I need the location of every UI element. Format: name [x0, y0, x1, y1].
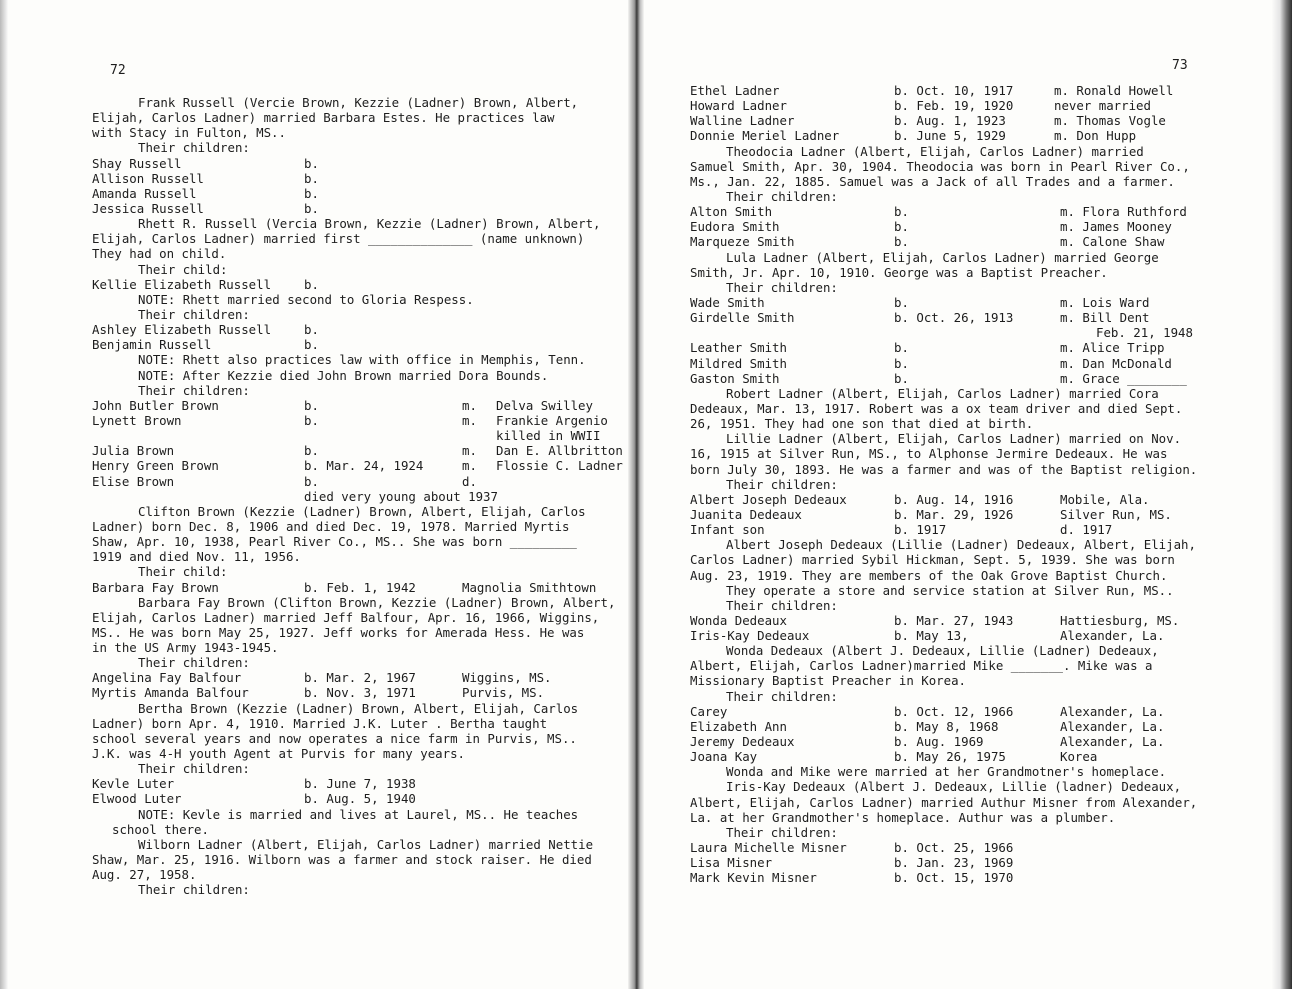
- text-line: [690, 431, 1250, 446]
- text-segment: La. at her Grandmother's homeplace. Authur was a plumber.: [690, 809, 1116, 825]
- text-segment: Alexander, La.: [1060, 718, 1165, 734]
- text-segment: m. Dan McDonald: [1060, 355, 1172, 371]
- text-segment: 1919 and died Nov. 11, 1956.: [92, 549, 301, 565]
- text-segment: Feb. 21, 1948: [1096, 325, 1193, 341]
- text-segment: b.: [304, 155, 319, 171]
- text-line: [690, 568, 1250, 583]
- text-segment: Their children:: [138, 140, 250, 156]
- text-segment: m. Thomas Vogle: [1054, 113, 1166, 129]
- text-segment: in the US Army 1943-1945.: [92, 640, 279, 656]
- text-line: [690, 386, 1250, 401]
- text-line: [690, 416, 1250, 431]
- text-segment: b. Mar. 24, 1924: [304, 458, 424, 474]
- text-line: [690, 522, 1250, 537]
- text-segment: Their children:: [138, 655, 250, 671]
- text-segment: m. Bill Dent: [1060, 310, 1150, 326]
- text-segment: Leather Smith: [690, 340, 787, 356]
- text-segment: Iris-Kay Dedeaux (Albert J. Dedeaux, Lillie (ladner) Dedeaux,: [726, 779, 1182, 795]
- text-line: [92, 807, 622, 822]
- text-line: [690, 628, 1250, 643]
- text-line: [690, 537, 1250, 552]
- text-line: [690, 219, 1250, 234]
- text-line: [92, 761, 622, 776]
- text-segment: Elijah, Carlos Ladner) married Barbara Estes. He practices law: [92, 110, 555, 126]
- text-line: [92, 246, 622, 261]
- text-segment: b. Mar. 27, 1943: [894, 612, 1014, 628]
- text-segment: Flossie C. Ladner: [496, 458, 623, 474]
- text-line: [92, 171, 622, 186]
- text-line: [92, 791, 622, 806]
- text-segment: Walline Ladner: [690, 113, 795, 129]
- text-line: [92, 776, 622, 791]
- text-line: [92, 716, 622, 731]
- text-line: [690, 749, 1250, 764]
- text-line: [92, 852, 622, 867]
- text-line: [690, 855, 1250, 870]
- text-segment: Alton Smith: [690, 204, 773, 220]
- text-segment: m.: [462, 443, 477, 459]
- text-segment: Henry Green Brown: [92, 458, 219, 474]
- text-segment: Their children:: [726, 188, 838, 204]
- text-segment: m. Ronald Howell: [1054, 83, 1174, 98]
- text-line: [92, 383, 622, 398]
- text-line: [92, 368, 622, 383]
- text-segment: J.K. was 4-H youth Agent at Purvis for many years.: [92, 746, 465, 762]
- text-segment: Silver Run, MS.: [1060, 506, 1172, 522]
- text-line: [690, 840, 1250, 855]
- text-line: [690, 477, 1250, 492]
- text-segment: Their children:: [138, 382, 250, 398]
- text-line: [690, 719, 1250, 734]
- text-line: [690, 325, 1250, 340]
- text-segment: Hattiesburg, MS.: [1060, 612, 1180, 628]
- text-segment: Julia Brown: [92, 443, 175, 459]
- text-segment: b. Jan. 23, 1969: [894, 855, 1014, 871]
- text-segment: NOTE: After Kezzie died John Brown married Dora Bounds.: [138, 367, 549, 383]
- text-line: [690, 401, 1250, 416]
- text-segment: Alexander, La.: [1060, 734, 1165, 750]
- text-segment: b.: [894, 234, 909, 250]
- text-line: [92, 186, 622, 201]
- text-line: [92, 352, 622, 367]
- text-segment: b. Feb. 1, 1942: [304, 579, 416, 595]
- text-line: [690, 810, 1250, 825]
- text-segment: Albert Joseph Dedeaux (Lillie (Ladner) Dedeaux, Albert, Elijah,: [726, 537, 1196, 553]
- text-line: [92, 625, 622, 640]
- text-segment: Frank Russell (Vercie Brown, Kezzie (Ladner) Brown, Albert,: [138, 95, 579, 110]
- text-segment: Marqueze Smith: [690, 234, 795, 250]
- text-line: [690, 234, 1250, 249]
- text-line: [690, 446, 1250, 461]
- text-segment: died very young about 1937: [304, 488, 498, 504]
- text-segment: m.: [462, 412, 477, 428]
- text-segment: b. 1917: [894, 522, 947, 538]
- text-segment: Frankie Argenio: [496, 412, 608, 428]
- text-line: [92, 655, 622, 670]
- text-segment: Wonda Dedeaux: [690, 612, 787, 628]
- text-segment: Their children:: [726, 476, 838, 492]
- text-segment: m. Grace ________: [1060, 370, 1187, 386]
- text-line: [92, 458, 622, 473]
- text-line: [92, 489, 622, 504]
- text-line: [690, 144, 1250, 159]
- text-segment: Benjamin Russell: [92, 337, 212, 353]
- text-line: [92, 610, 622, 625]
- text-segment: school there.: [112, 821, 209, 837]
- text-line: [690, 340, 1250, 355]
- text-line: [92, 474, 622, 489]
- text-segment: Wiggins, MS.: [462, 670, 552, 686]
- text-segment: Jeremy Dedeaux: [690, 734, 795, 750]
- left-page-edge: [0, 0, 8, 989]
- text-segment: b. May 26, 1975: [894, 749, 1006, 765]
- text-line: [92, 670, 622, 685]
- text-segment: They operate a store and service station at Silver Run, MS..: [726, 582, 1174, 598]
- text-segment: b. Feb. 19, 1920: [894, 98, 1014, 114]
- text-line: [690, 462, 1250, 477]
- text-segment: b. Oct. 25, 1966: [894, 840, 1014, 856]
- text-segment: b.: [304, 185, 319, 201]
- text-segment: b.: [304, 337, 319, 353]
- text-segment: Mobile, Ala.: [1060, 491, 1150, 507]
- text-line: [690, 189, 1250, 204]
- text-segment: Barbara Fay Brown (Clifton Brown, Kezzie (Ladner) Brown, Albert,: [138, 594, 616, 610]
- text-segment: Lisa Misner: [690, 855, 773, 871]
- book-gutter: [628, 0, 644, 989]
- text-line: [690, 492, 1250, 507]
- text-segment: b.: [304, 200, 319, 216]
- text-line: [690, 825, 1250, 840]
- text-segment: Joana Kay: [690, 749, 758, 765]
- text-line: [92, 156, 622, 171]
- text-segment: Delva Swilley: [496, 397, 593, 413]
- text-segment: b.: [304, 443, 319, 459]
- text-segment: b. Oct. 15, 1970: [894, 870, 1014, 886]
- text-segment: Wilborn Ladner (Albert, Elijah, Carlos Ladner) married Nettie: [138, 836, 594, 852]
- text-line: [690, 250, 1250, 265]
- text-segment: Their children:: [726, 688, 838, 704]
- text-line: [690, 598, 1250, 613]
- text-line: [690, 734, 1250, 749]
- text-segment: born July 30, 1893. He was a farmer and was of the Baptist religion.: [690, 461, 1198, 477]
- text-line: [92, 277, 622, 292]
- text-line: [690, 552, 1250, 567]
- right-page: [644, 0, 1272, 989]
- text-segment: b.: [894, 294, 909, 310]
- text-segment: m. James Mooney: [1060, 219, 1172, 235]
- text-segment: m. Alice Tripp: [1060, 340, 1165, 356]
- text-segment: Kellie Elizabeth Russell: [92, 276, 272, 292]
- text-segment: b. Nov. 3, 1971: [304, 685, 416, 701]
- text-line: [690, 113, 1250, 128]
- text-line: [690, 795, 1250, 810]
- text-segment: Smith, Jr. Apr. 10, 1910. George was a Baptist Preacher.: [690, 264, 1108, 280]
- text-segment: m. Calone Shaw: [1060, 234, 1165, 250]
- text-segment: b. June 7, 1938: [304, 776, 416, 792]
- text-line: [92, 882, 622, 897]
- text-line: [690, 689, 1250, 704]
- text-line: [690, 507, 1250, 522]
- text-segment: Aug. 27, 1958.: [92, 867, 197, 883]
- text-segment: m. Flora Ruthford: [1060, 204, 1187, 220]
- text-segment: Elijah, Carlos Ladner) married first ______________ (name unknown): [92, 231, 585, 247]
- left-page-text: [92, 95, 622, 897]
- text-segment: Their children:: [138, 761, 250, 777]
- text-segment: Samuel Smith, Apr. 30, 1904. Theodocia was born in Pearl River Co.,: [690, 158, 1190, 174]
- text-segment: with Stacy in Fulton, MS..: [92, 125, 286, 141]
- text-segment: Elise Brown: [92, 473, 175, 489]
- text-segment: b. Aug. 5, 1940: [304, 791, 416, 807]
- text-segment: Myrtis Amanda Balfour: [92, 685, 249, 701]
- text-segment: never married: [1054, 98, 1151, 114]
- text-segment: b.: [304, 322, 319, 338]
- text-segment: b.: [304, 412, 319, 428]
- text-segment: Angelina Fay Balfour: [92, 670, 242, 686]
- text-segment: Wonda and Mike were married at her Grandmotner's homeplace.: [726, 764, 1167, 780]
- text-line: [92, 640, 622, 655]
- text-segment: Shaw, Apr. 10, 1938, Pearl River Co., MS.. She was born _________: [92, 534, 577, 550]
- text-segment: b.: [894, 355, 909, 371]
- text-segment: Shaw, Mar. 25, 1916. Wilborn was a farmer and stock raiser. He died: [92, 852, 592, 868]
- text-segment: 16, 1915 at Silver Run, MS., to Alphonse Jermire Dedeaux. He was: [690, 446, 1168, 462]
- text-segment: b. Oct. 12, 1966: [894, 703, 1014, 719]
- text-segment: Iris-Kay Dedeaux: [690, 628, 810, 644]
- text-line: [690, 310, 1250, 325]
- text-line: [92, 504, 622, 519]
- text-segment: Lula Ladner (Albert, Elijah, Carlos Ladner) married George: [726, 249, 1159, 265]
- text-line: [92, 307, 622, 322]
- text-segment: Elizabeth Ann: [690, 718, 787, 734]
- text-line: [690, 295, 1250, 310]
- text-line: [690, 583, 1250, 598]
- text-segment: Albert Joseph Dedeaux: [690, 491, 847, 507]
- text-segment: MS.. He was born May 25, 1927. Jeff works for Amerada Hess. He was: [92, 624, 585, 640]
- text-segment: b. Aug. 1969: [894, 734, 984, 750]
- text-line: [92, 337, 622, 352]
- text-line: [92, 216, 622, 231]
- text-segment: Their children:: [138, 882, 250, 898]
- text-segment: b.: [894, 219, 909, 235]
- text-line: [92, 837, 622, 852]
- text-segment: Dedeaux, Mar. 13, 1917. Robert was a ox team driver and died Sept.: [690, 400, 1183, 416]
- text-segment: Carey: [690, 703, 728, 719]
- text-segment: Clifton Brown (Kezzie (Ladner) Brown, Albert, Elijah, Carlos: [138, 503, 586, 519]
- text-segment: John Butler Brown: [92, 397, 219, 413]
- text-line: [690, 174, 1250, 189]
- text-segment: Wade Smith: [690, 294, 765, 310]
- text-segment: b. Mar. 29, 1926: [894, 506, 1014, 522]
- text-line: [92, 701, 622, 716]
- text-line: [690, 128, 1250, 143]
- text-segment: Lillie Ladner (Albert, Elijah, Carlos Ladner) married on Nov.: [726, 431, 1182, 447]
- text-line: [92, 822, 622, 837]
- text-segment: b. May 13,: [894, 628, 969, 644]
- text-segment: Theodocia Ladner (Albert, Elijah, Carlos Ladner) married: [726, 143, 1144, 159]
- text-line: [92, 746, 622, 761]
- text-segment: d. 1917: [1060, 522, 1113, 538]
- text-segment: b. Aug. 1, 1923: [894, 113, 1006, 129]
- text-line: [690, 356, 1250, 371]
- text-segment: Robert Ladner (Albert, Elijah, Carlos Ladner) married Cora: [726, 385, 1159, 401]
- text-segment: Elwood Luter: [92, 791, 182, 807]
- text-line: [92, 413, 622, 428]
- text-line: [92, 519, 622, 534]
- text-segment: Korea: [1060, 749, 1098, 765]
- text-segment: b. May 8, 1968: [894, 718, 999, 734]
- text-segment: Alexander, La.: [1060, 628, 1165, 644]
- text-segment: Wonda Dedeaux (Albert J. Dedeaux, Lillie (Ladner) Dedeaux,: [726, 643, 1159, 659]
- text-line: [92, 428, 622, 443]
- right-page-text: [690, 83, 1250, 885]
- text-segment: Eudora Smith: [690, 219, 780, 235]
- text-segment: b.: [894, 340, 909, 356]
- text-segment: b.: [894, 204, 909, 220]
- text-segment: b. June 5, 1929: [894, 128, 1006, 144]
- text-line: [92, 595, 622, 610]
- text-segment: Purvis, MS.: [462, 685, 545, 701]
- text-segment: m.: [462, 397, 477, 413]
- text-segment: Kevle Luter: [92, 776, 175, 792]
- text-line: [92, 564, 622, 579]
- text-segment: Mildred Smith: [690, 355, 787, 371]
- text-segment: m. Lois Ward: [1060, 294, 1150, 310]
- text-line: [92, 867, 622, 882]
- text-segment: Their children:: [726, 824, 838, 840]
- text-segment: Howard Ladner: [690, 98, 787, 114]
- text-line: [92, 125, 622, 140]
- text-segment: Ethel Ladner: [690, 83, 780, 98]
- text-segment: Bertha Brown (Kezzie (Ladner) Brown, Albert, Elijah, Carlos: [138, 700, 579, 716]
- text-segment: b. Mar. 2, 1967: [304, 670, 416, 686]
- text-line: [690, 265, 1250, 280]
- text-line: [690, 643, 1250, 658]
- text-segment: Juanita Dedeaux: [690, 506, 802, 522]
- text-segment: b.: [304, 170, 319, 186]
- text-line: [690, 371, 1250, 386]
- text-segment: b.: [304, 397, 319, 413]
- text-line: [690, 613, 1250, 628]
- text-line: [92, 580, 622, 595]
- text-segment: Elijah, Carlos Ladner) married Jeff Balfour, Apr. 16, 1966, Wiggins,: [92, 609, 600, 625]
- text-segment: Carlos Ladner) married Sybil Hickman, Sept. 5, 1939. She was born: [690, 552, 1175, 568]
- text-segment: Their children:: [138, 306, 250, 322]
- text-segment: They had on child.: [92, 246, 227, 262]
- text-segment: NOTE: Kevle is married and lives at Laurel, MS.. He teaches: [138, 806, 579, 822]
- text-segment: NOTE: Rhett married second to Gloria Respess.: [138, 291, 474, 307]
- text-segment: Barbara Fay Brown: [92, 579, 219, 595]
- text-segment: Ashley Elizabeth Russell: [92, 322, 272, 338]
- text-segment: Magnolia Smithtown: [462, 579, 597, 595]
- text-segment: Girdelle Smith: [690, 310, 795, 326]
- text-segment: Their children:: [726, 279, 838, 295]
- page-number-right: 73: [1172, 58, 1188, 73]
- text-segment: Albert, Elijah, Carlos Ladner)married Mike _______. Mike was a: [690, 658, 1153, 674]
- text-line: [92, 292, 622, 307]
- text-segment: Dan E. Allbritton: [496, 443, 623, 459]
- text-segment: Donnie Meriel Ladner: [690, 128, 840, 144]
- text-segment: Missionary Baptist Preacher in Korea.: [690, 673, 967, 689]
- text-segment: Aug. 23, 1919. They are members of the Oak Grove Baptist Church.: [690, 567, 1168, 583]
- text-line: [92, 398, 622, 413]
- text-segment: b.: [894, 370, 909, 386]
- text-segment: Alexander, La.: [1060, 703, 1165, 719]
- text-line: [690, 159, 1250, 174]
- text-line: [92, 95, 622, 110]
- text-segment: Infant son: [690, 522, 765, 538]
- text-segment: Albert, Elijah, Carlos Ladner) married Authur Misner from Alexander,: [690, 794, 1198, 810]
- text-line: [690, 658, 1250, 673]
- text-line: [690, 673, 1250, 688]
- text-segment: Ms., Jan. 22, 1885. Samuel was a Jack of all Trades and a farmer.: [690, 173, 1175, 189]
- text-line: [92, 549, 622, 564]
- text-line: [690, 779, 1250, 794]
- text-line: [92, 231, 622, 246]
- text-segment: m. Don Hupp: [1054, 128, 1137, 144]
- text-segment: b. Oct. 10, 1917: [894, 83, 1014, 98]
- text-segment: school several years and now operates a nice farm in Purvis, MS..: [92, 730, 577, 746]
- text-segment: killed in WWII: [496, 428, 601, 444]
- text-line: [92, 731, 622, 746]
- text-segment: b. Aug. 14, 1916: [894, 491, 1014, 507]
- text-segment: m.: [462, 458, 477, 474]
- text-line: [92, 262, 622, 277]
- text-line: [690, 764, 1250, 779]
- text-segment: b.: [304, 473, 319, 489]
- text-line: [92, 534, 622, 549]
- text-segment: Ladner) born Dec. 8, 1906 and died Dec. 19, 1978. Married Myrtis: [92, 518, 570, 534]
- text-line: [92, 443, 622, 458]
- text-segment: Laura Michelle Misner: [690, 840, 847, 856]
- text-segment: Amanda Russell: [92, 185, 197, 201]
- text-segment: Jessica Russell: [92, 200, 204, 216]
- text-line: [690, 870, 1250, 885]
- text-line: [92, 110, 622, 125]
- text-segment: Mark Kevin Misner: [690, 870, 817, 886]
- text-line: [690, 98, 1250, 113]
- text-segment: Their child:: [138, 564, 228, 580]
- text-line: [92, 322, 622, 337]
- text-line: [92, 685, 622, 700]
- text-segment: Ladner) born Apr. 4, 1910. Married J.K. Luter . Bertha taught: [92, 715, 548, 731]
- text-segment: b. Oct. 26, 1913: [894, 310, 1014, 326]
- right-page-edge: [1272, 0, 1292, 989]
- text-segment: Their children:: [726, 597, 838, 613]
- text-segment: NOTE: Rhett also practices law with office in Memphis, Tenn.: [138, 352, 586, 368]
- text-line: [690, 83, 1250, 98]
- text-line: [690, 704, 1250, 719]
- text-line: [92, 201, 622, 216]
- text-segment: Gaston Smith: [690, 370, 780, 386]
- text-segment: Rhett R. Russell (Vercia Brown, Kezzie (Ladner) Brown, Albert,: [138, 216, 601, 232]
- text-line: [92, 140, 622, 155]
- text-line: [690, 204, 1250, 219]
- text-segment: b.: [304, 276, 319, 292]
- text-line: [690, 280, 1250, 295]
- text-segment: Their child:: [138, 261, 228, 277]
- text-segment: 26, 1951. They had one son that died at birth.: [690, 416, 1034, 432]
- text-segment: Shay Russell: [92, 155, 182, 171]
- text-segment: d.: [462, 473, 477, 489]
- page-number-left: 72: [110, 63, 126, 78]
- text-segment: Allison Russell: [92, 170, 204, 186]
- text-segment: Lynett Brown: [92, 412, 182, 428]
- left-page: [8, 0, 628, 989]
